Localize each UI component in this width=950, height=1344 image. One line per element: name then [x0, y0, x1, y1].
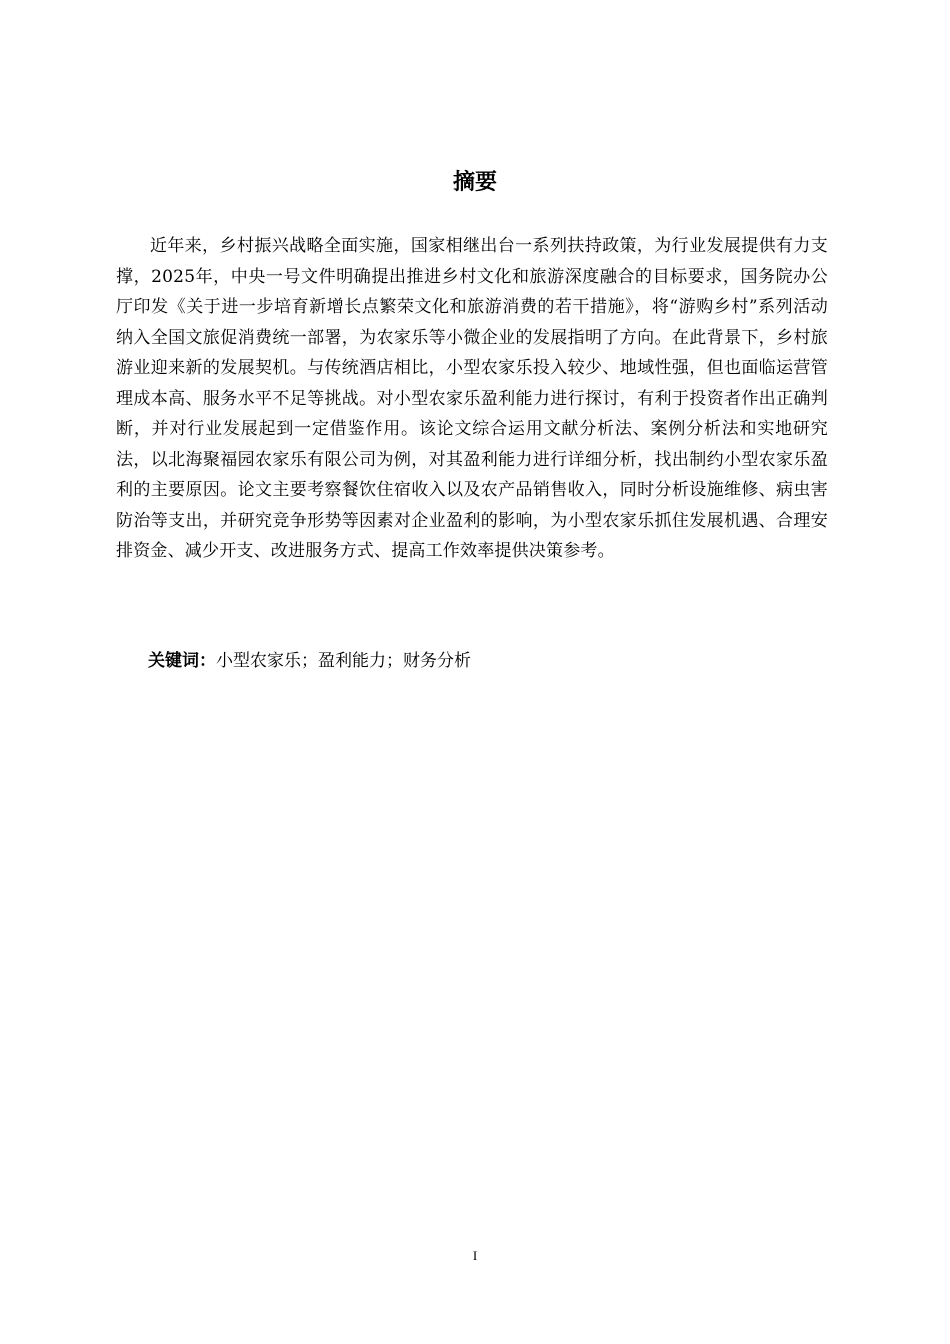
keywords-text: 小型农家乐；盈利能力；财务分析: [216, 651, 471, 671]
page-number: I: [472, 1248, 478, 1263]
keywords-line: [148, 646, 828, 676]
abstract-title: 摘要: [452, 170, 497, 195]
abstract-body: 近年来，乡村振兴战略全面实施，国家相继出台一系列扶持政策，为行业发展提供有力支撑，2025年，中央一号文件明确提出推进乡村文化和旅游深度融合的目标要求，国务院办公厅印发《关于进一步培育新增长点繁荣文化和旅游消费的若干措施》，将“游购乡村”系列活动纳入全国文旅促消费统一部署，为农家乐等小微企业的发展指明了方向。在此背景下，乡村旅游业迎来新的发展契机。与传统酒店相比，小型农家乐投入较少、地域性强，但也面临运营管理成本高、服务水平不足等挑战。对小型农家乐盈利能力进行探讨，有利于投资者作出正确判断，并对行业发展起到一定借鉴作用。该论文综合运用文献分析法、案例分析法和实地研究法，以北海聚福园农家乐有限公司为例，对其盈利能力进行详细分析，找出制约小型农家乐盈利的主要原因。论文主要考察餐饮住宿收入以及农产品销售收入，同时分析设施维修、病虫害防治等支出，并研究竞争形势等因素对企业盈利的影响，为小型农家乐抓住发展机遇、合理安排资金、减少开支、改进服务方式、提高工作效率提供决策参考。: [116, 236, 828, 561]
keywords-label: 关键词：: [148, 651, 216, 671]
